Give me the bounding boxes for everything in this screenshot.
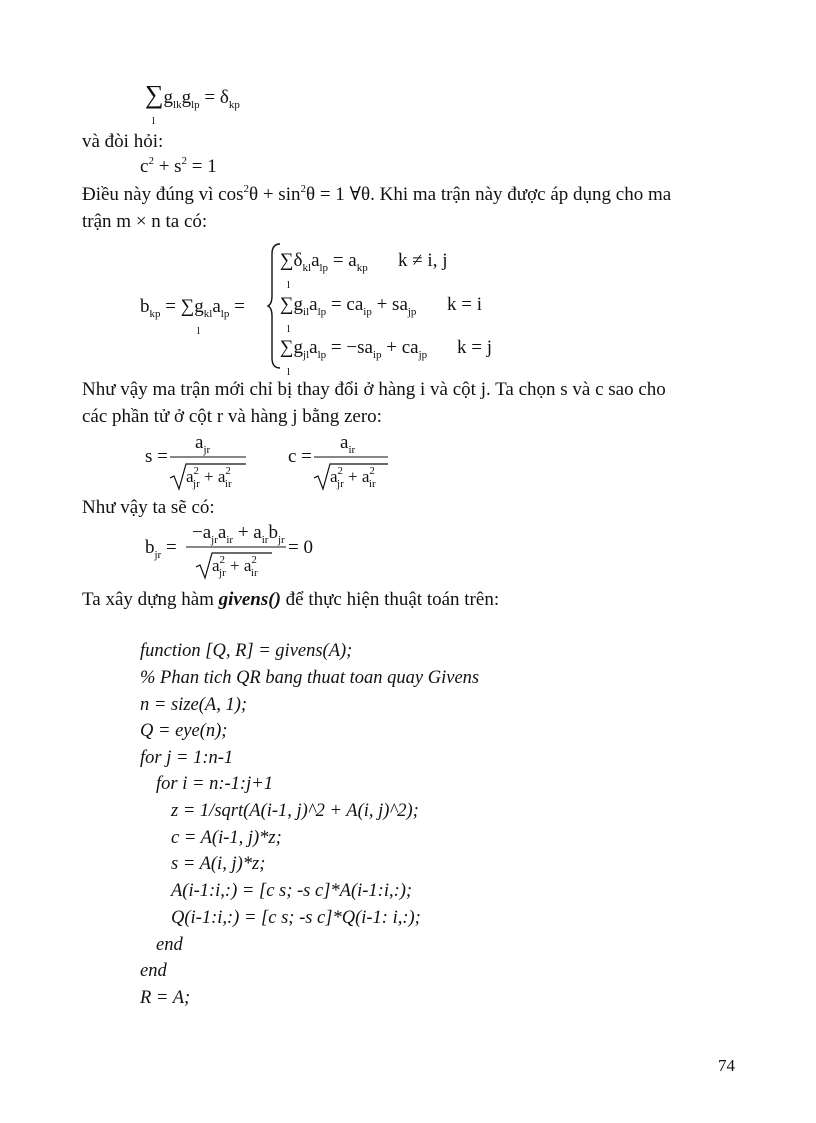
code-line: Q = eye(n); xyxy=(140,721,228,741)
code-line: for j = 1:n-1 xyxy=(140,748,234,768)
code-line: s = A(i, j)*z; xyxy=(171,854,266,874)
equation-bjr-lhs: $b_{jr}$ = xyxy=(145,537,177,561)
paragraph-2-line-2: các phần tử ở cột r và hàng j bằng zero: xyxy=(82,406,382,427)
text-we-have: Như vậy ta sẽ có: xyxy=(82,497,215,518)
equation-c-lhs: c = xyxy=(288,446,312,467)
fraction-bar xyxy=(170,456,250,458)
code-line: z = 1/sqrt(A(i-1, j)^2 + A(i, j)^2); xyxy=(171,801,419,821)
sum-index: l xyxy=(197,325,201,337)
paragraph-1-line-2: trận m × n ta có: xyxy=(82,211,208,232)
case-3: $\sum g_{jl}a_{lp} = -sa_{ip} + ca_{jp}$ xyxy=(280,337,428,361)
fraction-bar xyxy=(314,456,394,458)
case-1-condition: k ≠ i, j xyxy=(398,250,448,271)
code-line: R = A; xyxy=(140,988,191,1008)
equation-cs: $c^2 + s^2 = 1$ xyxy=(140,155,217,177)
code-line: end xyxy=(156,935,183,955)
text-require: và đòi hỏi: xyxy=(82,131,164,152)
case-2-condition: k = i xyxy=(447,294,482,315)
equation-orthogonality: $\sum g_{lk}g_{lp} = \delta_{kp}$ xyxy=(145,80,240,111)
text-build-function: Ta xây dựng hàm givens() để thực hiện thuật toán trên: xyxy=(82,589,500,610)
case-3-condition: k = j xyxy=(457,337,492,358)
sum-index: l xyxy=(287,366,291,378)
code-line: A(i-1:i,:) = [c s; -s c]*A(i-1:i,:); xyxy=(171,881,413,901)
code-line: n = size(A, 1); xyxy=(140,695,248,715)
code-line: % Phan tich QR bang thuat toan quay Givens xyxy=(140,668,480,688)
equation-s-lhs: s = xyxy=(145,446,168,467)
code-line: function [Q, R] = givens(A); xyxy=(140,641,353,661)
code-line: for i = n:-1:j+1 xyxy=(156,774,273,794)
paragraph-2-line-1: Như vậy ma trận mới chỉ bị thay đổi ở hàng i và cột j. Ta chọn s và c sao cho xyxy=(82,379,666,400)
sum-index: l xyxy=(152,115,156,127)
equation-c-denominator: $a^2_{jr} + a^2_{ir}$ xyxy=(330,465,376,490)
code-line: end xyxy=(140,961,167,981)
code-line: c = A(i-1, j)*z; xyxy=(171,828,282,848)
sum-index: l xyxy=(287,323,291,335)
equation-bjr-numerator: $-a_{jr}a_{ir} + a_{ir}b_{jr}$ xyxy=(192,522,285,546)
equation-s-denominator: $a^2_{jr} + a^2_{ir}$ xyxy=(186,465,232,490)
equation-s-numerator: $a_{jr}$ xyxy=(195,432,211,456)
equation-bjr-result: = 0 xyxy=(288,537,313,558)
fraction-bar xyxy=(186,546,290,548)
equation-bkp-lhs: $b_{kp} = \sum g_{kl}a_{lp}$ = xyxy=(140,296,245,320)
page-number: 74 xyxy=(718,1056,735,1075)
sum-index: l xyxy=(287,279,291,291)
case-2: $\sum g_{il}a_{lp} = ca_{ip} + sa_{jp}$ xyxy=(280,294,417,318)
equation-bjr-denominator: $a^2_{jr} + a^2_{ir}$ xyxy=(212,554,258,579)
paragraph-1-line-1: Điều này đúng vì $\cos^2\theta + \sin^2\theta = 1$ ∀θ. Khi ma trận này được áp dụng cho ma xyxy=(82,183,672,205)
case-1: $\sum\delta_{kl}a_{lp} = a_{kp}$ xyxy=(280,250,368,274)
equation-c-numerator: $a_{ir}$ xyxy=(340,432,356,456)
code-line: Q(i-1:i,:) = [c s; -s c]*Q(i-1: i,:); xyxy=(171,908,421,928)
